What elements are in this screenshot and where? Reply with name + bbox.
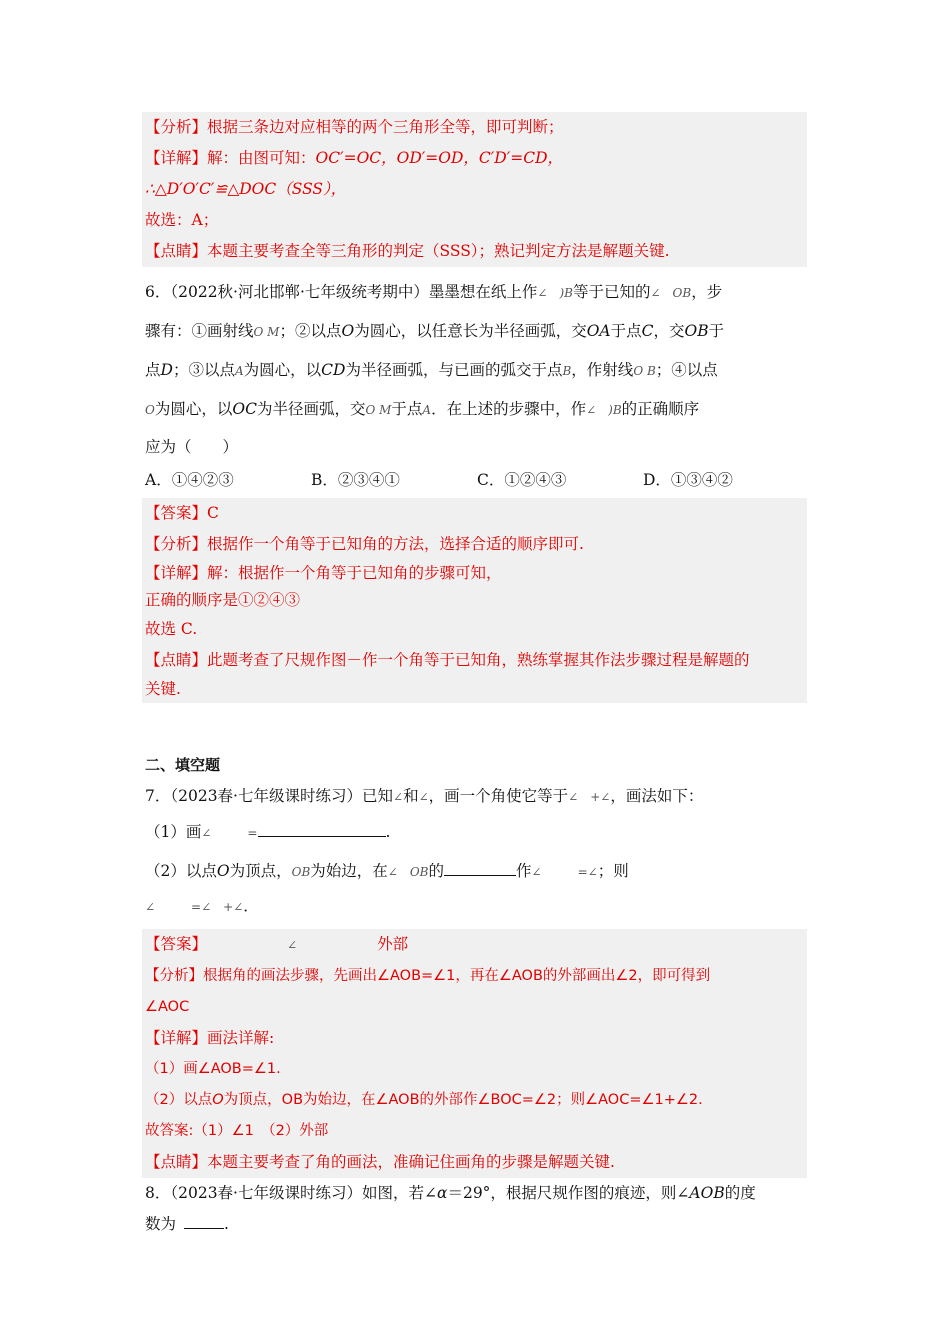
q6-option-b: B．②③④① — [311, 471, 400, 489]
document-page — [145, 0, 807, 1240]
q5-detail-label: 【详解】解：由图可知： — [145, 149, 316, 167]
q6-text: 为圆心，以 — [243, 361, 322, 379]
q5-solution-block — [142, 112, 807, 267]
q6-option-d: D．①③④② — [643, 471, 733, 489]
q6-var: OB — [684, 322, 709, 340]
q7-step3 — [145, 891, 807, 923]
q6-analysis: 【分析】根据作一个角等于已知角的方法，选择合适的顺序即可. — [145, 535, 584, 553]
q8-text: ＝29°，根据尺规作图的痕迹，则∠ — [447, 1184, 690, 1202]
q6-point-symbol: O — [145, 403, 155, 417]
q6-var: D — [160, 361, 173, 379]
q6-text: 于 — [708, 322, 725, 340]
q7-answer-text: 故答案:（1）∠1 （2）外部 — [145, 1123, 329, 1139]
q6-point-symbol: B — [562, 364, 572, 378]
q6-choose: 故选 C. — [145, 620, 198, 638]
q5-detail — [145, 143, 804, 174]
q7-blank-1[interactable] — [258, 818, 386, 837]
q7-answer — [145, 929, 804, 961]
q6-ray-symbol: O M — [365, 403, 392, 417]
q8-var: α — [436, 1184, 448, 1202]
q7-angle-symbol: ∠ — [393, 790, 404, 804]
q6-text: 为圆心，以任意长为半径画弧，交 — [354, 322, 587, 340]
q7-solution-block — [142, 929, 807, 1178]
q5-choose: 故选：A； — [145, 211, 219, 229]
q6-angle-symbol: ∠ )B — [586, 403, 622, 417]
q7-text: 7．（2023春·七年级课时练习）已知 — [145, 787, 393, 805]
q6-text: ，交 — [653, 322, 685, 340]
q7-angle-symbol: ∠ — [418, 790, 429, 804]
q8-text: 8．（2023春·七年级课时练习）如图，若∠ — [145, 1184, 437, 1202]
q7-angle-symbol: ∠ = — [201, 826, 258, 840]
q7-text: 为始边，在 — [310, 862, 388, 880]
q7-detail-1: （1）画∠AOB=∠1. — [145, 1061, 281, 1077]
q6-order: 正确的顺序是①②④③ — [145, 591, 301, 609]
q6-ray-symbol: O B — [633, 364, 656, 378]
q6-line5: 应为（ ） — [145, 438, 239, 456]
q7-line1 — [145, 781, 807, 813]
q6-text: 为圆心，以 — [154, 400, 233, 418]
q6-text: ，作射线 — [571, 361, 634, 379]
question-6 — [145, 273, 807, 496]
q7-var: O — [212, 1092, 224, 1108]
q6-text: ．在上述的步骤中，作 — [431, 400, 587, 418]
q7-text: 的 — [428, 862, 445, 880]
q6-text: 为半径画弧，与已画的弧交于点 — [345, 361, 563, 379]
q6-comment-2: 关键. — [145, 680, 181, 698]
question-7 — [145, 781, 807, 923]
q6-var: C — [641, 322, 654, 340]
q6-option-c: C．①②④③ — [477, 471, 567, 489]
q6-detail: 【详解】解：根据作一个角等于已知角的步骤可知， — [145, 564, 502, 582]
q6-line2 — [145, 312, 807, 351]
q6-text: 于点 — [391, 400, 423, 418]
q6-solution-block — [142, 498, 807, 703]
q7-answer-label: 【答案】 — [145, 935, 208, 953]
q7-text: ，画一个角使它等于 — [428, 787, 569, 805]
q7-text: （1）画 — [145, 823, 202, 841]
q7-text: ，画法如下： — [610, 787, 704, 805]
q7-angle-symbol: ∠ +∠ — [568, 790, 611, 804]
q7-step2 — [145, 852, 807, 891]
q6-text: 为半径画弧，交 — [256, 400, 366, 418]
q7-text: . — [385, 823, 391, 841]
q7-text: 和 — [403, 787, 419, 805]
q6-comment-1: 【点睛】此题考查了尺规作图－作一个角等于已知角，熟练掌握其作法步骤过程是解题的 — [145, 651, 750, 669]
q6-ray-symbol: O M — [253, 325, 280, 339]
q6-text: 骤有：①画射线 — [145, 322, 254, 340]
q6-option-a: A．①④②③ — [145, 471, 234, 489]
q7-comment: 【点睛】本题主要考查了角的画法，准确记住画角的步骤是解题关键. — [145, 1153, 615, 1171]
q6-text: ；③以点 — [172, 361, 235, 379]
q6-answer: 【答案】C — [145, 504, 219, 522]
q5-comment: 【点睛】本题主要考查全等三角形的判定（SSS）；熟记判定方法是解题关键. — [145, 242, 670, 260]
q7-text: ；则 — [597, 862, 629, 880]
q6-text: 等于已知的 — [572, 283, 651, 301]
q6-var: CD — [321, 361, 346, 379]
q7-ray-symbol: OB — [291, 865, 311, 879]
q7-text: 为顶点，OB为始边，在∠AOB的外部作∠BOC=∠2；则∠AOC=∠1+∠2. — [223, 1092, 703, 1108]
q7-answer-text: 外部 — [377, 935, 409, 953]
q6-var: O — [341, 322, 355, 340]
q7-analysis-2: ∠AOC — [145, 999, 190, 1015]
q7-text: 为顶点， — [229, 862, 292, 880]
q6-point-symbol: A — [422, 403, 432, 417]
q6-line1 — [145, 273, 807, 312]
q7-angle-symbol: ∠ =∠ +∠ — [145, 900, 244, 914]
q8-text: 数为 — [145, 1215, 177, 1233]
q8-line1 — [145, 1178, 807, 1209]
question-8 — [145, 1178, 807, 1240]
q6-var: OA — [586, 322, 611, 340]
q8-text: 的度 — [724, 1184, 756, 1202]
q6-text: ；②以点 — [279, 322, 342, 340]
q6-text: 于点 — [610, 322, 642, 340]
q7-answer-symbol: ∠ — [287, 938, 298, 952]
q8-var: AOB — [689, 1184, 725, 1202]
q6-text: 6．（2022秋·河北邯郸·七年级统考期中）墨墨想在纸上作 — [145, 283, 538, 301]
q6-text: 的正确顺序 — [621, 400, 700, 418]
q7-var: O — [216, 862, 230, 880]
q8-blank[interactable] — [184, 1210, 224, 1229]
q6-point-symbol: A — [234, 364, 244, 378]
q7-detail-2 — [145, 1085, 804, 1116]
q6-text: 点 — [145, 361, 161, 379]
q7-detail-label: 【详解】画法详解: — [145, 1029, 275, 1047]
q6-var: OC — [232, 400, 257, 418]
q6-options — [145, 465, 807, 496]
q7-text: 作 — [516, 862, 532, 880]
q6-text: ；④以点 — [655, 361, 718, 379]
q7-angle-symbol: ∠ =∠ — [531, 865, 598, 879]
q6-angle-symbol: ∠ OB — [650, 286, 692, 300]
q8-line2 — [145, 1209, 807, 1240]
q7-step1 — [145, 813, 807, 852]
q7-angle-symbol: ∠ OB — [387, 865, 429, 879]
q7-analysis-1: 【分析】根据角的画法步骤，先画出∠AOB=∠1，再在∠AOB的外部画出∠2，即可得到 — [145, 968, 711, 984]
q5-analysis: 【分析】根据三条边对应相等的两个三角形全等，即可判断； — [145, 118, 564, 136]
q6-line4 — [145, 390, 807, 429]
q6-line3 — [145, 351, 807, 390]
q8-text: . — [224, 1215, 229, 1233]
q7-text: （2）以点 — [145, 862, 217, 880]
q7-blank-2[interactable] — [444, 857, 516, 876]
q7-text: （2）以点 — [145, 1092, 213, 1108]
q6-text: ，步 — [691, 283, 723, 301]
q5-detail-eq: OC′=OC，OD′=OD，C′D′=CD， — [315, 149, 564, 167]
q5-conclusion: ∴△D′O′C′≌△DOC（SSS）， — [145, 180, 347, 198]
q7-text: ． — [243, 897, 259, 915]
q6-angle-symbol: ∠ )B — [537, 286, 573, 300]
section-title: 二、填空题 — [145, 756, 221, 774]
